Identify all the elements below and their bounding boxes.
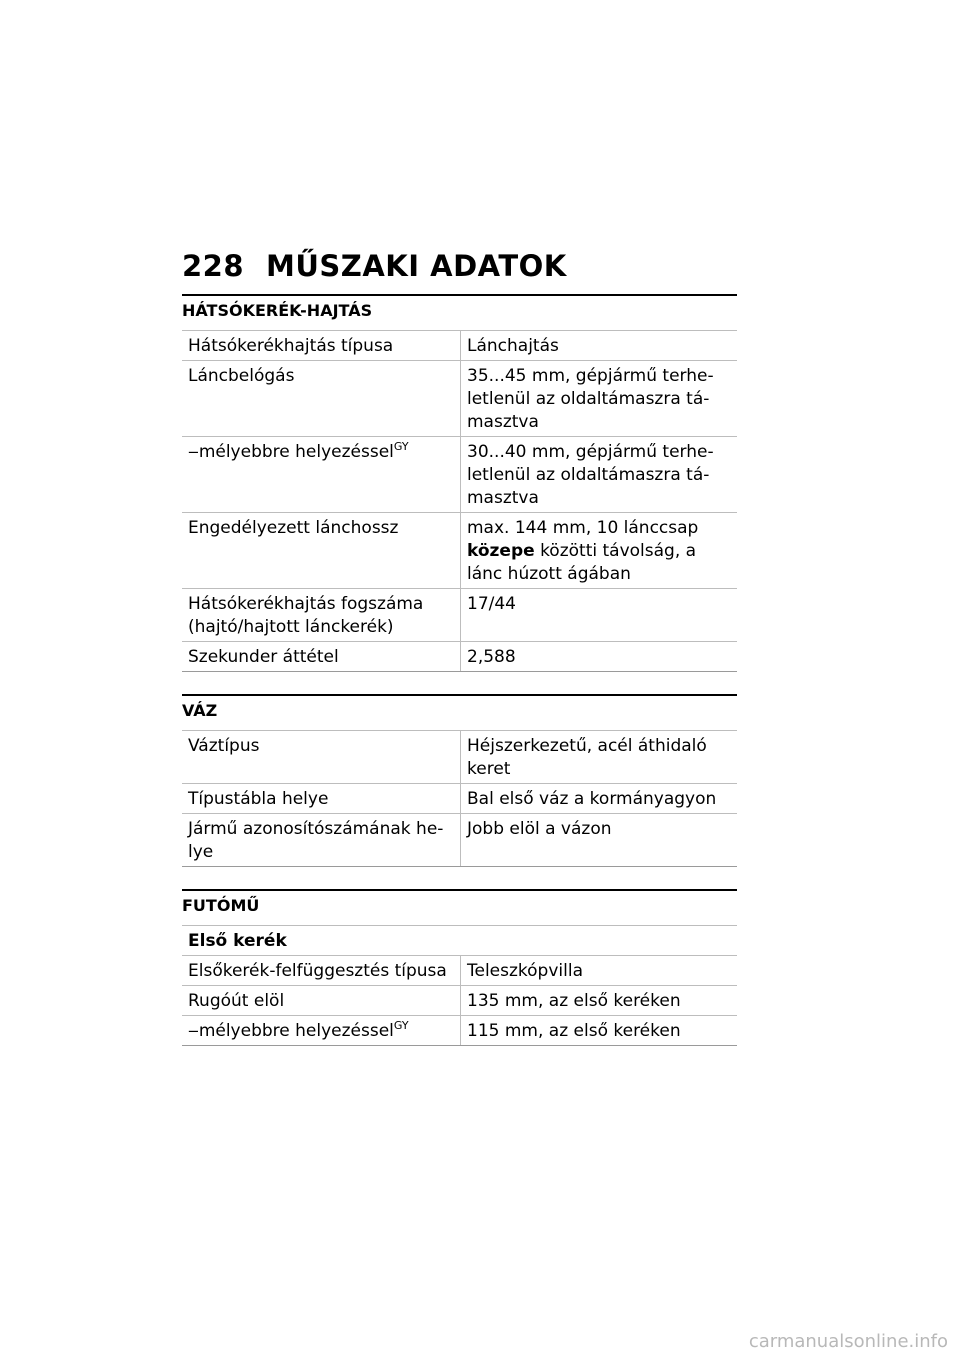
table-row	[182, 437, 737, 513]
table-row	[182, 361, 737, 437]
section-title: FUTÓMŰ	[182, 896, 260, 915]
spec-key: Hátsókerékhajtás típusa	[182, 331, 461, 361]
spec-table-frame	[182, 730, 737, 867]
spec-table-rear-drive	[182, 330, 737, 672]
spec-key	[182, 437, 461, 513]
table-row	[182, 814, 737, 867]
spec-key: Láncbelógás	[182, 361, 461, 437]
table-row	[182, 642, 737, 672]
spec-value: Bal első váz a kormányagyon	[461, 784, 738, 814]
chapter-title: MŰSZAKI ADATOK	[266, 249, 567, 283]
spec-table-chassis	[182, 925, 737, 1046]
spec-key: Típustábla helye	[182, 784, 461, 814]
section-rear-drive	[182, 294, 737, 672]
table-row	[182, 784, 737, 814]
table-row	[182, 986, 737, 1016]
spec-value: 35...45 mm, gépjármű terhe-letlenül az oldaltámaszra tá-masztva	[461, 361, 738, 437]
spec-value: 30...40 mm, gépjármű terhe-letlenül az oldaltámaszra tá-masztva	[461, 437, 738, 513]
spec-key: Szekunder áttétel	[182, 642, 461, 672]
footnote-mark: GY	[393, 1019, 409, 1032]
spec-key: Jármű azonosítószámának he-lye	[182, 814, 461, 867]
spec-value: Jobb elöl a vázon	[461, 814, 738, 867]
table-row	[182, 731, 737, 784]
table-subheading-row	[182, 926, 737, 956]
spacer	[182, 672, 737, 688]
spec-key-text: ‒mélyebbre helyezéssel	[188, 1021, 394, 1041]
table-row	[182, 1016, 737, 1046]
spacer	[182, 867, 737, 883]
table-subheading: Első kerék	[182, 926, 737, 956]
section-title: VÁZ	[182, 701, 218, 720]
section-chassis	[182, 889, 737, 1046]
section-title: HÁTSÓKERÉK-HAJTÁS	[182, 301, 373, 320]
spec-key: Engedélyezett lánchossz	[182, 513, 461, 589]
section-frame	[182, 694, 737, 867]
page	[182, 244, 737, 1046]
spec-value: 2,588	[461, 642, 738, 672]
page-number: 228	[182, 249, 245, 283]
spec-key: Elsőkerék-felfüggesztés típusa	[182, 956, 461, 986]
spec-key: Rugóút elöl	[182, 986, 461, 1016]
spec-value: 17/44	[461, 589, 738, 642]
footnote-mark: GY	[393, 440, 409, 453]
spec-value: Héjszerkezetű, acél áthidaló keret	[461, 731, 738, 784]
page-title	[182, 244, 737, 288]
table-row	[182, 956, 737, 986]
spec-value-text: közötti távolság, a lánc húzott ágában	[467, 541, 697, 584]
spec-value: 115 mm, az első keréken	[461, 1016, 738, 1046]
spec-key: Váztípus	[182, 731, 461, 784]
spec-value: Lánchajtás	[461, 331, 738, 361]
table-row	[182, 331, 737, 361]
table-row	[182, 513, 737, 589]
spec-value-text: max. 144 mm, 10 lánccsap	[467, 518, 699, 538]
spec-key-text: ‒mélyebbre helyezéssel	[188, 442, 394, 462]
spec-value: Teleszkópvilla	[461, 956, 738, 986]
spec-value	[461, 513, 738, 589]
spec-key: Hátsókerékhajtás fogszáma (hajtó/hajtott lánckerék)	[182, 589, 461, 642]
table-row	[182, 589, 737, 642]
watermark: carmanualsonline.info	[748, 1331, 948, 1352]
spec-value-bold: közepe	[467, 541, 535, 561]
spec-key	[182, 1016, 461, 1046]
spec-value: 135 mm, az első keréken	[461, 986, 738, 1016]
